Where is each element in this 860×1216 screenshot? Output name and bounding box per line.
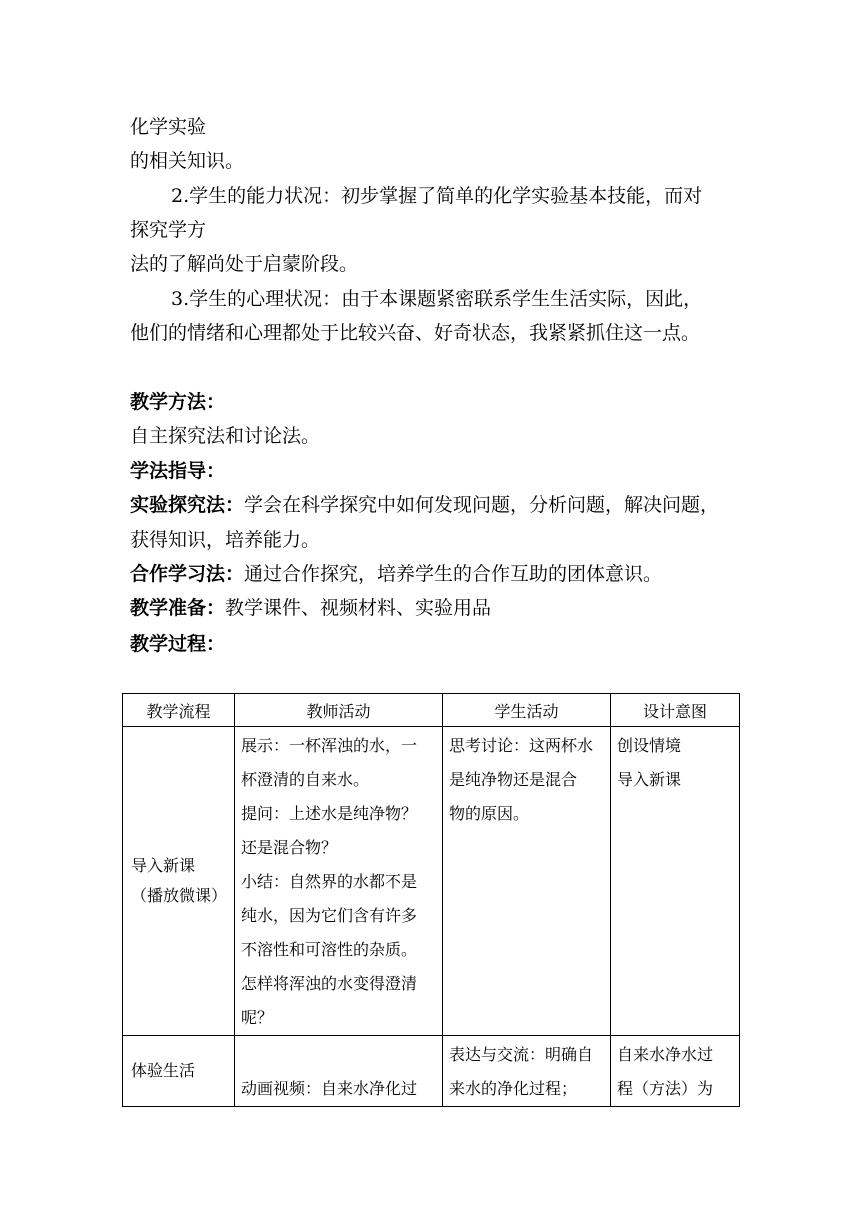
learning-guide-heading: 学法指导： — [130, 460, 226, 482]
table-row — [123, 1036, 740, 1107]
teacher-text: 动画视频：自来水净化过 — [241, 1079, 418, 1098]
student-text: 表达与交流：明确自 — [449, 1045, 594, 1064]
teacher-text: 杯澄清的自来水。 — [241, 770, 370, 789]
header-student: 学生活动 — [443, 694, 611, 727]
student-text: 来水的净化过程； — [449, 1079, 578, 1098]
student-cell — [443, 1036, 611, 1107]
intent-cell — [611, 1036, 740, 1107]
teacher-text: 呢？ — [241, 1008, 274, 1027]
teacher-text: 提问：上述水是纯净物？ — [241, 804, 418, 823]
header-teacher: 教师活动 — [235, 694, 443, 727]
teacher-text: 小结：自然界的水都不是 — [241, 872, 418, 891]
intent-text: 程（方法）为 — [617, 1079, 714, 1098]
experiment-method-label: 实验探究法： — [130, 494, 245, 516]
prep-line — [130, 594, 740, 622]
flow-text: 导入新课 — [131, 856, 196, 875]
flow-text: （播放微课） — [131, 886, 228, 905]
flow-cell — [123, 1036, 235, 1107]
header-intent: 设计意图 — [611, 694, 740, 727]
teacher-cell — [235, 727, 443, 1036]
experiment-method-text-cont: 获得知识，培养能力。 — [130, 529, 321, 551]
teacher-text: 怎样将浑浊的水变得澄清 — [241, 974, 418, 993]
intent-text: 导入新课 — [617, 770, 682, 789]
paragraph-line: 探究学方 — [130, 219, 207, 241]
header-flow: 教学流程 — [123, 694, 235, 727]
process-heading: 教学过程： — [130, 633, 226, 655]
teaching-method-text: 自主探究法和讨论法。 — [130, 425, 321, 447]
student-text: 物的原因。 — [449, 804, 530, 823]
paragraph-line: 2.学生的能力状况：初步掌握了简单的化学实验基本技能，而对 — [171, 185, 703, 207]
teacher-cell — [235, 1036, 443, 1107]
experiment-method-text: 学会在科学探究中如何发现问题，分析问题，解决问题， — [244, 494, 720, 516]
teaching-method-heading: 教学方法： — [130, 391, 226, 413]
intent-cell — [611, 727, 740, 1036]
intent-text: 创设情境 — [617, 736, 682, 755]
prep-text: 教学课件、视频材料、实验用品 — [225, 597, 492, 619]
experiment-method-line — [130, 491, 740, 519]
prep-label: 教学准备： — [130, 597, 226, 619]
teacher-text: 纯水，因为它们含有许多 — [241, 906, 418, 925]
table-header-row — [123, 694, 740, 727]
table-row — [123, 727, 740, 1036]
teacher-text: 展示：一杯浑浊的水，一 — [241, 736, 418, 755]
paragraph-line: 3.学生的心理状况：由于本课题紧密联系学生生活实际，因此， — [171, 288, 703, 310]
paragraph-line: 化学实验 — [130, 116, 207, 138]
coop-method-line — [130, 560, 740, 588]
intent-text: 自来水净水过 — [617, 1045, 714, 1064]
paragraph-line: 的相关知识。 — [130, 150, 245, 172]
paragraph-line: 他们的情绪和心理都处于比较兴奋、好奇状态，我紧紧抓住这一点。 — [130, 322, 701, 344]
flow-text: 体验生活 — [131, 1061, 196, 1080]
teacher-text: 还是混合物？ — [241, 838, 338, 857]
flow-cell — [123, 727, 235, 1036]
coop-method-label: 合作学习法： — [130, 563, 245, 585]
student-cell — [443, 727, 611, 1036]
student-text: 是纯净物还是混合 — [449, 770, 578, 789]
paragraph-line: 法的了解尚处于启蒙阶段。 — [130, 253, 359, 275]
coop-method-text: 通过合作探究，培养学生的合作互助的团体意识。 — [244, 563, 663, 585]
teaching-process-table — [122, 693, 740, 1107]
teacher-text: 不溶性和可溶性的杂质。 — [241, 940, 418, 959]
student-text: 思考讨论：这两杯水 — [449, 736, 594, 755]
